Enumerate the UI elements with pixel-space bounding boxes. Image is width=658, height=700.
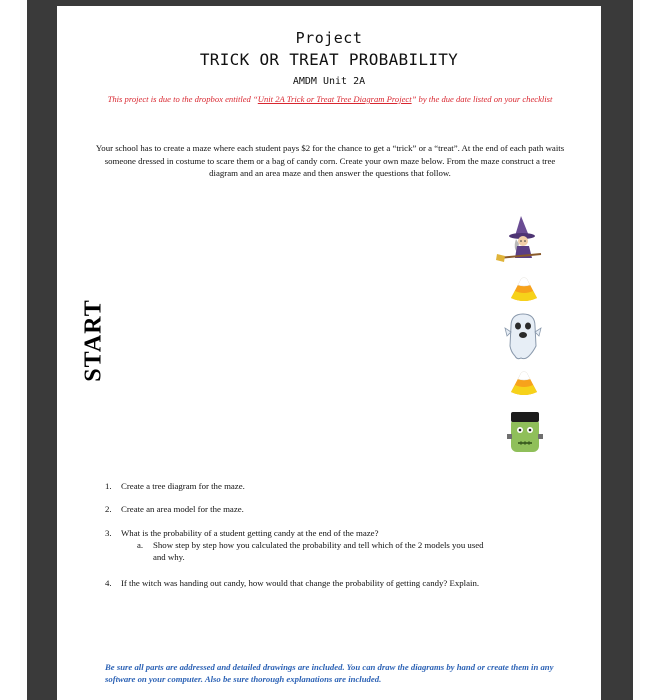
question-3: 3. What is the probability of a student getting candy at the end of the maze? [105, 528, 379, 538]
header-word: Project [295, 29, 363, 47]
question-3a: a. Show step by step how you calculated the probability and tell which of the 2 models you used and why. [137, 540, 484, 562]
question-2: 2. Create an area model for the maze. [105, 504, 244, 514]
document-page [57, 6, 601, 700]
question-1: 1. Create a tree diagram for the maze. [105, 481, 245, 491]
due-note-before: This project is due to the dropbox entitled “ [107, 94, 258, 104]
footer-note: Be sure all parts are addressed and detailed drawings are included. You can draw the diagrams by hand or create them in any software on your computer. Also be sure thorough explanations are included. [105, 662, 554, 684]
due-note [75, 94, 585, 105]
page-title: TRICK OR TREAT PROBABILITY [199, 50, 459, 69]
candy-corn-icon [507, 276, 541, 304]
start-label: START [80, 299, 107, 382]
candy-corn-icon [507, 370, 541, 398]
dropbox-link[interactable]: Unit 2A Trick or Treat Tree Diagram Project [257, 94, 412, 104]
ghost-icon [503, 312, 543, 362]
viewer-frame-left [27, 0, 57, 700]
frankenstein-icon [507, 410, 543, 456]
unit-label: AMDM Unit 2A [292, 76, 366, 87]
question-4: 4. If the witch was handing out candy, how would that change the probability of getting candy? Explain. [105, 578, 480, 588]
viewer-frame-right [601, 0, 633, 700]
due-note-after: ” by the due date listed on your checklist [411, 94, 553, 104]
intro-paragraph: Your school has to create a maze where each student pays $2 for the chance to get a “trick” or a “treat”. At the end of each path waits someone dressed in costume to scare them or a bag of candy corn. Create your own maze below. From the maze construct a tree diagram and an area maze and then answer the questions that follow. [95, 143, 565, 178]
witch-icon [495, 214, 547, 264]
